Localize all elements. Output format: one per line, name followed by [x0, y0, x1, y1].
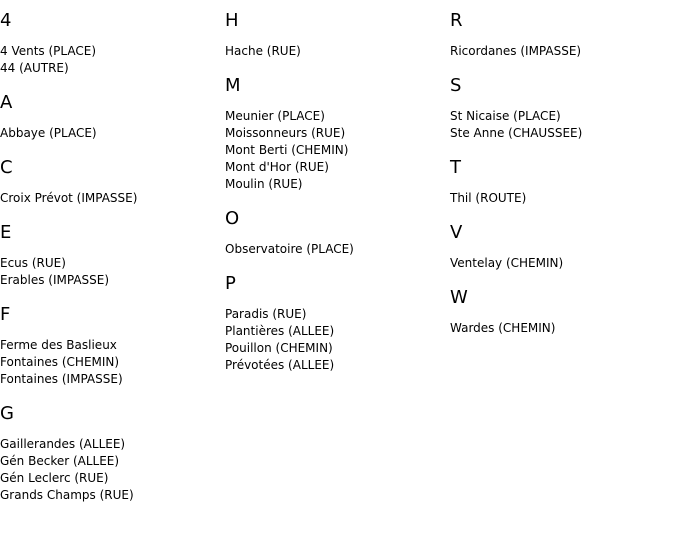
street-link[interactable]: Hache (RUE) [225, 44, 301, 58]
letter-group-e [0, 220, 225, 289]
street-link[interactable]: Moissonneurs (RUE) [225, 126, 346, 140]
street-link[interactable]: Thil (ROUTE) [450, 191, 527, 205]
section-letter: R [450, 10, 463, 31]
letter-group-p [225, 271, 450, 374]
street-list [0, 190, 225, 207]
street-link[interactable]: Paradis (RUE) [225, 307, 307, 321]
street-link[interactable]: Wardes (CHEMIN) [450, 321, 556, 335]
letter-group-t [450, 155, 675, 207]
street-list [450, 43, 675, 60]
index-column-3 [450, 0, 675, 350]
street-link[interactable]: Moulin (RUE) [225, 177, 303, 191]
section-letter: P [225, 273, 236, 294]
street-link[interactable]: Mont Berti (CHEMIN) [225, 143, 349, 157]
street-link[interactable]: Gén Becker (ALLEE) [0, 454, 120, 468]
letter-group-r [450, 8, 675, 60]
letter-group-g [0, 401, 225, 504]
letter-group-v [450, 220, 675, 272]
street-list [450, 108, 675, 142]
street-list [0, 255, 225, 289]
section-letter: S [450, 75, 462, 96]
street-link[interactable]: Mont d'Hor (RUE) [225, 160, 329, 174]
street-list [0, 436, 225, 504]
street-link[interactable]: Grands Champs (RUE) [0, 488, 134, 502]
street-link[interactable]: Plantières (ALLEE) [225, 324, 335, 338]
street-list [225, 108, 450, 193]
street-list [225, 241, 450, 258]
street-link[interactable]: Gén Leclerc (RUE) [0, 471, 109, 485]
street-list [0, 337, 225, 388]
street-list [225, 306, 450, 374]
street-link[interactable]: Meunier (PLACE) [225, 109, 325, 123]
letter-group-a [0, 90, 225, 142]
letter-group-w [450, 285, 675, 337]
street-link[interactable]: Ferme des Baslieux [0, 338, 117, 352]
street-link[interactable]: Ste Anne (CHAUSSEE) [450, 126, 583, 140]
street-link[interactable]: Ecus (RUE) [0, 256, 66, 270]
section-letter: T [450, 157, 461, 178]
section-letter: W [450, 287, 468, 308]
street-link[interactable]: Erables (IMPASSE) [0, 273, 110, 287]
street-link[interactable]: Ventelay (CHEMIN) [450, 256, 564, 270]
street-list [0, 125, 225, 142]
section-letter: E [0, 222, 12, 243]
letter-group-h [225, 8, 450, 60]
street-link[interactable]: Fontaines (IMPASSE) [0, 372, 123, 386]
street-link[interactable]: Observatoire (PLACE) [225, 242, 354, 256]
letter-group-m [225, 73, 450, 193]
section-letter: H [225, 10, 239, 31]
section-letter: 4 [0, 10, 12, 31]
section-letter: G [0, 403, 14, 424]
street-link[interactable]: Gaillerandes (ALLEE) [0, 437, 126, 451]
section-letter: M [225, 75, 241, 96]
index-column-2 [225, 0, 450, 387]
section-letter: C [0, 157, 13, 178]
street-link[interactable]: 4 Vents (PLACE) [0, 44, 97, 58]
street-link[interactable]: Croix Prévot (IMPASSE) [0, 191, 138, 205]
street-list [450, 190, 675, 207]
street-link[interactable]: Abbaye (PLACE) [0, 126, 97, 140]
street-link[interactable]: St Nicaise (PLACE) [450, 109, 561, 123]
street-link[interactable]: Ricordanes (IMPASSE) [450, 44, 582, 58]
section-letter: A [0, 92, 13, 113]
section-letter: F [0, 304, 11, 325]
street-list [450, 255, 675, 272]
letter-group-c [0, 155, 225, 207]
section-letter: O [225, 208, 240, 229]
street-list [0, 43, 225, 77]
street-link[interactable]: Pouillon (CHEMIN) [225, 341, 333, 355]
index-column-1 [0, 0, 225, 517]
section-letter: V [450, 222, 463, 243]
street-list [225, 43, 450, 60]
street-link[interactable]: Fontaines (CHEMIN) [0, 355, 120, 369]
letter-group-s [450, 73, 675, 142]
street-list [450, 320, 675, 337]
letter-group-f [0, 302, 225, 388]
letter-group-4 [0, 8, 225, 77]
street-link[interactable]: 44 (AUTRE) [0, 61, 69, 75]
letter-group-o [225, 206, 450, 258]
street-link[interactable]: Prévotées (ALLEE) [225, 358, 335, 372]
